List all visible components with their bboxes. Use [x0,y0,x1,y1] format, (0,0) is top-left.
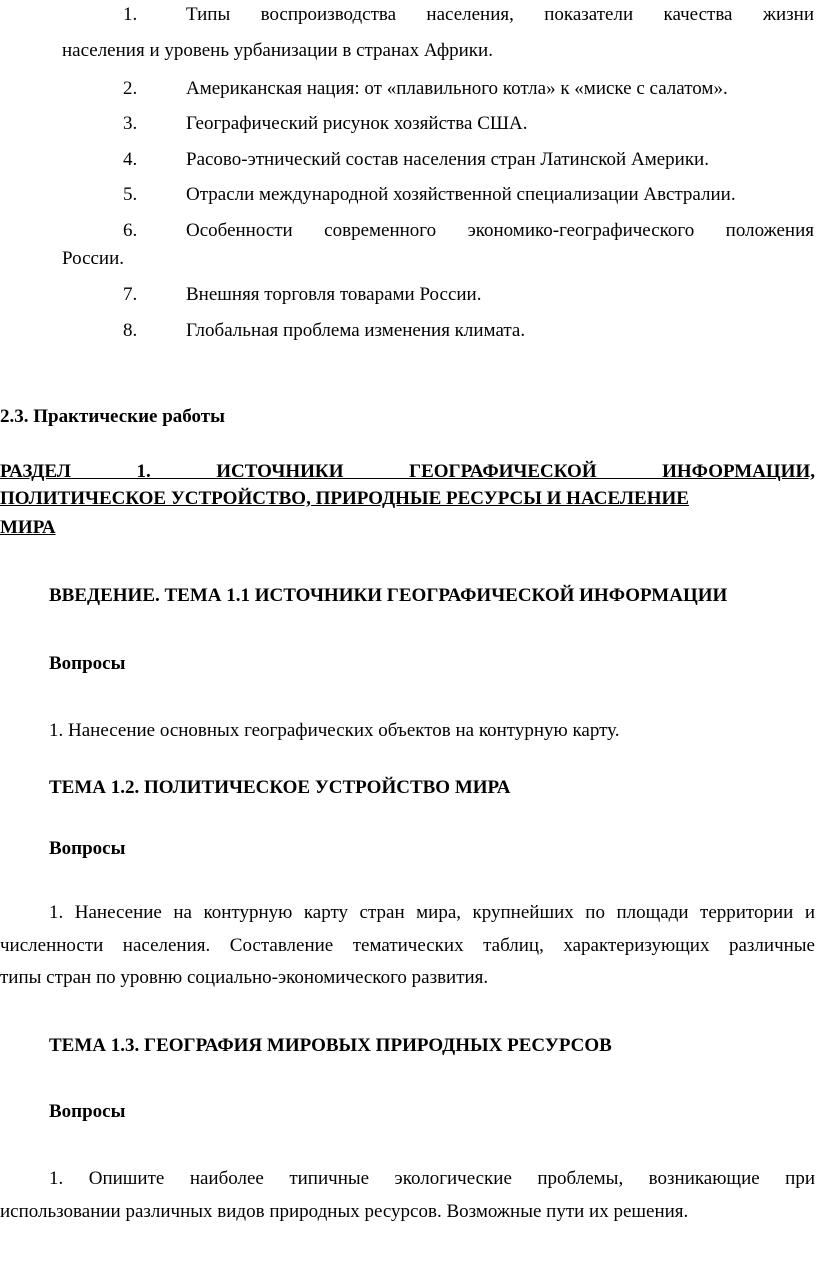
list-item-continuation: населения и уровень урбанизации в странах Африки. [62,40,493,61]
list-item-text: Отрасли международной хозяйственной специализации Австралии. [186,184,736,205]
list-item-text: Особенности современного экономико-географического положения [186,220,814,241]
question-line: численности населения. Составление тематических таблиц, характеризующих различные [0,935,815,956]
list-item-text: Типы воспроизводства населения, показатели качества жизни [186,4,814,25]
list-item-number: 2. [123,78,138,99]
question-text: 1. Нанесение основных географических объектов на контурную карту. [49,720,620,741]
question-line: 1. Опишите наиболее типичные экологические проблемы, возникающие при [49,1168,815,1189]
list-item-number: 3. [123,113,138,134]
topic-title: ВВЕДЕНИЕ. ТЕМА 1.1 ИСТОЧНИКИ ГЕОГРАФИЧЕСКОЙ ИНФОРМАЦИИ [49,585,728,606]
list-item-continuation: России. [62,248,125,269]
topic-title: ТЕМА 1.3. ГЕОГРАФИЯ МИРОВЫХ ПРИРОДНЫХ РЕСУРСОВ [49,1035,612,1056]
topic-title: ТЕМА 1.2. ПОЛИТИЧЕСКОЕ УСТРОЙСТВО МИРА [49,777,511,798]
question-line: использовании различных видов природных ресурсов. Возможные пути их решения. [0,1201,689,1222]
razdel-heading-line: РАЗДЕЛ 1. ИСТОЧНИКИ ГЕОГРАФИЧЕСКОЙ ИНФОРМАЦИИ, [0,461,815,482]
list-item-number: 4. [123,149,138,170]
razdel-heading-line: МИРА [0,517,56,538]
list-item-text: Расово-этнический состав населения стран Латинской Америки. [186,149,709,170]
questions-label: Вопросы [49,653,126,674]
razdel-heading-line: ПОЛИТИЧЕСКОЕ УСТРОЙСТВО, ПРИРОДНЫЕ РЕСУРСЫ И НАСЕЛЕНИЕ [0,488,689,509]
list-item-number: 1. [123,4,138,25]
list-item-text: Американская нация: от «плавильного котла» к «миске с салатом». [186,78,728,99]
list-item-number: 6. [123,220,138,241]
section-title: 2.3. Практические работы [0,406,225,427]
list-item-number: 7. [123,284,138,305]
list-item-text: Географический рисунок хозяйства США. [186,113,528,134]
questions-label: Вопросы [49,1101,126,1122]
questions-label: Вопросы [49,838,126,859]
list-item-text: Внешняя торговля товарами России. [186,284,482,305]
question-line: типы стран по уровню социально-экономического развития. [0,967,489,988]
question-line: 1. Нанесение на контурную карту стран мира, крупнейших по площади территории и [49,902,815,923]
list-item-number: 5. [123,184,138,205]
list-item-number: 8. [123,320,138,341]
list-item-text: Глобальная проблема изменения климата. [186,320,526,341]
